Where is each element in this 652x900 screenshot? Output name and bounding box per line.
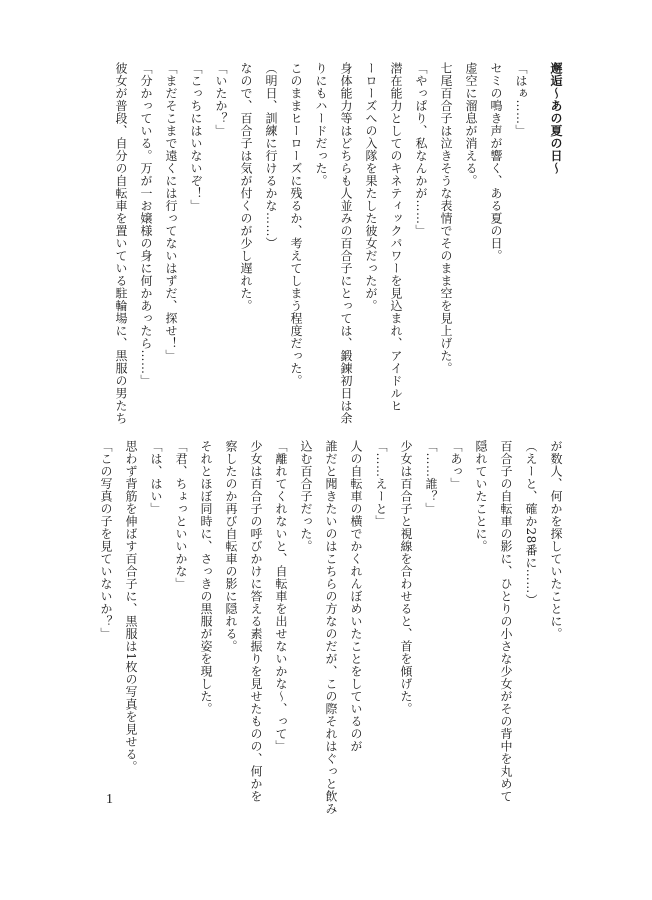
text-line: 「離れてくれないと、自転車を出せないかな〜、って」 (274, 440, 288, 753)
text-line: （明日、訓練に行けるかな……） (264, 62, 278, 250)
text-line: 虚空に溜息が消える。 (464, 62, 478, 187)
text-line: 百合子の自転車の影に、ひとりの小さな少女がその背中を丸めて (499, 440, 513, 803)
text-line: 思わず背筋を伸ばす百合子に、黒服は1枚の写真を見せる。 (124, 440, 138, 774)
text-line: 誰だと聞きたいのはこちらの方なのだが、この際それはぐっと飲み (324, 440, 338, 815)
chapter-title: 邂逅〜あの夏の日〜 (549, 62, 563, 175)
text-line: このままヒーローズに残るか、考えてしまう程度だった。 (289, 62, 303, 387)
text-line: 込む百合子だった。 (299, 440, 313, 553)
text-line: 少女は百合子と視線を合わせると、首を傾げた。 (399, 440, 413, 715)
text-line: 彼女が普段、自分の自転車を置いている駐輪場に、黒服の男たち (114, 62, 128, 425)
text-line: ーローズへの入隊を果たした彼女だったが。 (364, 62, 378, 312)
text-line: 「やっぱり、私なんかが……」 (414, 62, 428, 237)
text-line: 「はぁ……」 (514, 62, 528, 137)
text-line: 「君、ちょっといいかな」 (174, 440, 188, 590)
text-line: 身体能力等はどちらも人並みの百合子にとっては、鍛錬初日は余 (339, 62, 353, 425)
text-line: （えーと、確か28番に……） (524, 440, 538, 607)
text-line: 「こっちにはいないぞ！」 (189, 62, 203, 212)
page-number: 1 (106, 792, 113, 807)
text-line: それとほぼ同時に、さっきの黒服が姿を現した。 (199, 440, 213, 715)
text-line: 「いたか？」 (214, 62, 228, 137)
text-line: なので、百合子は気が付くのが少し遅れた。 (239, 62, 253, 312)
text-line: 七尾百合子は泣きそうな表情でそのまま空を見上げた。 (439, 62, 453, 375)
top-text-block (108, 62, 568, 425)
text-line: 人の自転車の横でかくれんぼめいたことをしているのが (349, 440, 363, 753)
text-line: 察したのか再び自転車の影に隠れる。 (224, 440, 238, 653)
bottom-text-block (93, 440, 568, 815)
text-line: りにもハードだった。 (314, 62, 328, 187)
text-line: セミの鳴き声が響く、ある夏の日。 (489, 62, 503, 262)
text-line: 「分かっている。万が一お嬢様の身に何かあったら……」 (139, 62, 153, 387)
text-line: 「……誰？」 (424, 440, 438, 515)
text-line: 「まだそこまで遠くには行ってないはずだ、探せ！」 (164, 62, 178, 362)
text-line: 「……えーと」 (374, 440, 388, 528)
text-line: 「は、はい」 (149, 440, 163, 515)
text-line: 潜在能力としてのキネティックパワーを見込まれ、アイドルヒ (389, 62, 403, 412)
text-line: 「この写真の子を見ていないか？」 (99, 440, 113, 640)
text-line: 隠れていたことに。 (474, 440, 488, 553)
text-line: 少女は百合子の呼びかけに答える素振りを見せたものの、何かを (249, 440, 263, 803)
text-line: 「あっ」 (449, 440, 463, 490)
text-line: が数人、何かを探していたことに。 (549, 440, 563, 640)
